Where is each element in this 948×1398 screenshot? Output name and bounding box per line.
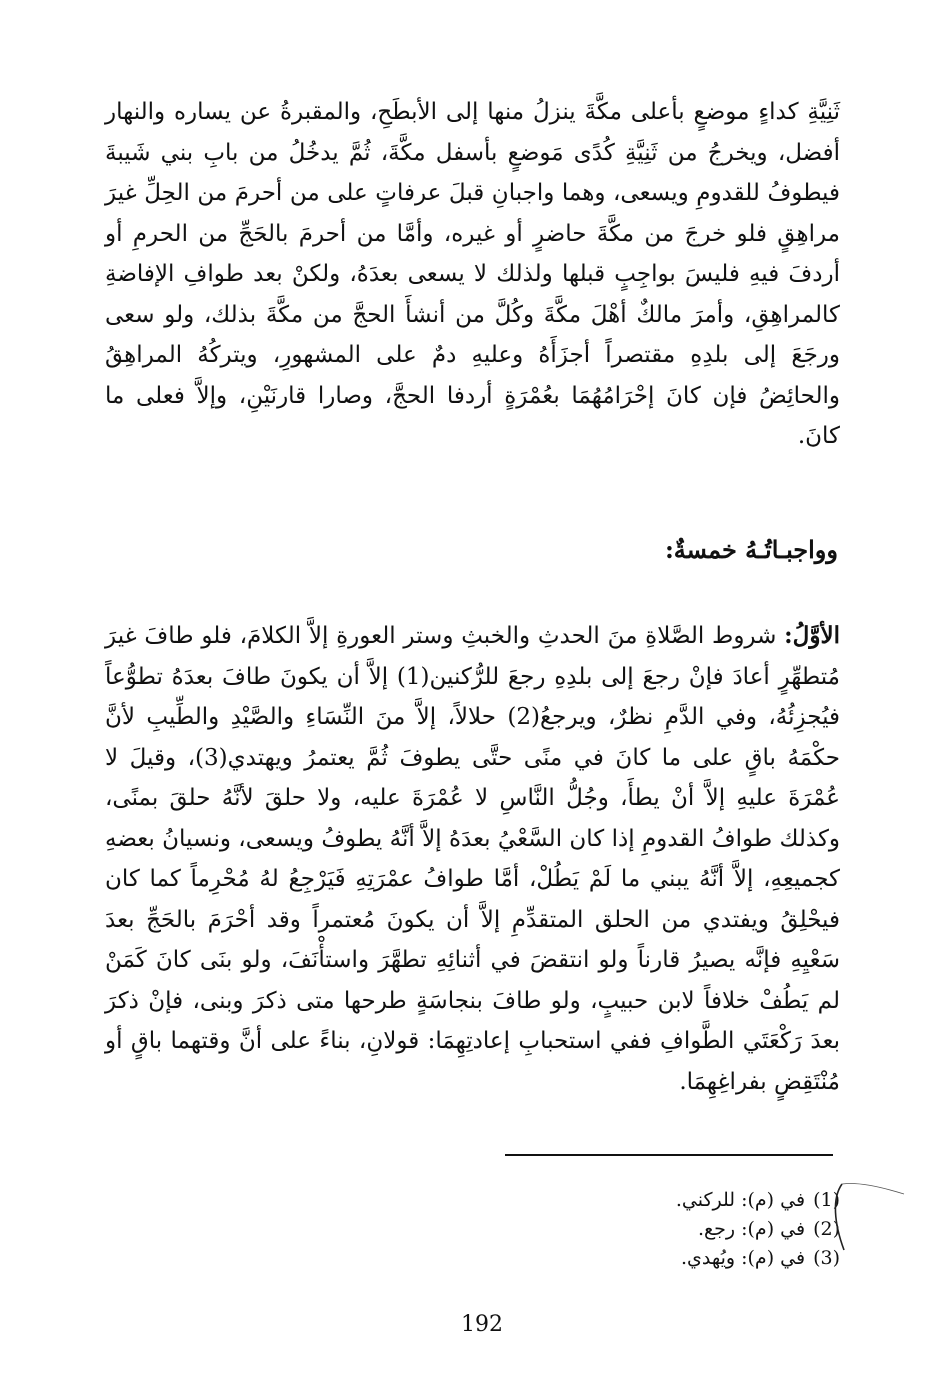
paragraph-body: شروط الصَّلاةِ منَ الحدثِ والخبثِ وستر العورةِ إلاَّ الكلامَ، فلو طافَ غيرَ مُتطهِّرٍ أعادَ فإنْ رجعَ إلى بلدِهِ رجعَ للرُّكنين(1) إلاَّ أن يكونَ طافَ بعدَهُ تطوُّعاً فيُجزِئُهُ، وفي الدَّمِ نظرٌ، ويرجعُ(2) حلالاً، إلاَّ منَ النِّسَاءِ والصَّيْدِ والطِّيبِ لأنَّ حكْمَهُ باقٍ على ما كانَ في منًى حتَّى يطوفَ ثُمَّ يعتمرُ ويهتدي(3)، وقيلَ لا عُمْرَةَ عليهِ إلاَّ أنْ يطأَ، وجُلُّ النَّاسِ لا عُمْرَةَ عليه، ولا حلقَ لأنَّهُ حلقَ بمنًى، وكذلك طوافُ القدومِ إذا كان السَّعْيُ بعدَهُ إلاَّ أنَّهُ يطوفُ ويسعى، ونسيانُ بعضهِ كجميعِهِ، إلاَّ أنَّهُ يبني ما لَمْ يَطُلْ، أمَّا طوافُ عمْرَتِهِ فَيَرْجِعُ لهُ مُحْرِماً كما كان فيحْلِقُ ويفتدي من الحلق المتقدِّمِ إلاَّ أن يكونَ مُعتمراً وقد أحْرَمَ بالحَجِّ بعدَ سَعْيِهِ فإنَّه يصيرُ قارناً ولو انتقضَ في أثنائِهِ تطهَّرَ واستأْنَفَ، ولو بنَى كانَ كَمَنْ لم يَطُفْ خلافاً لابن حبيبٍ، ولو طافَ بنجاسَةٍ طرحها متى ذكرَ وبنى، فإنْ ذكرَ بعدَ رَكْعَتَي الطَّوافِ ففي استحبابِ إعادتِهِمَا: قولانِ، بناءً على أنَّ وقتهما باقٍ أو مُنْتَقِضٍ بفراغِهِمَا.: [105, 623, 841, 1095]
footnote-3: [460, 1244, 840, 1273]
footnote-number: (2): [813, 1218, 840, 1240]
footnote-1: [460, 1186, 840, 1215]
footnote-number: (3): [813, 1247, 840, 1269]
page-number: 192: [461, 1312, 503, 1337]
body-paragraph-2: [105, 616, 840, 1102]
body-paragraph-1: ثَنِيَّةِ كداءٍ موضعٍ بأعلى مكَّةَ ينزلُ منها إلى الأبطَحِ، والمقبرةُ عن يساره والنهار أفضل، ويخرجُ من ثَنِيَّةِ كُدًى مَوضعٍ بأسفل مكَّةَ، ثُمَّ يدخُلُ من بابِ بني شَيبةَ فيطوفُ للقدومِ ويسعى، وهما واجبانِ قبلَ عرفاتٍ على من أحرمَ من الحِلِّ غيرَ مراهِقٍ فلو خرجَ من مكَّةَ حاضرٍ أو غيره، وأمَّا من أحرمَ بالحَجِّ من الحرمِ أو أردفَ فيهِ فليسَ بواجِبٍ قبلها ولذلك لا يسعى بعدَهُ، ولكنْ بعد طوافِ الإفاضةِ كالمراهِقِ، وأمرَ مالكٌ أهْلَ مكَّةَ وكُلَّ من أنشأَ الحجَّ من مكَّةَ بذلك، ولو سعى ورجَعَ إلى بلدِهِ مقتصراً أجزَأَهُ وعليهِ دمٌ على المشهورِ، ويتركُهُ المراهِقُ والحائِضُ فإن كانَ إحْرَامُهُمَا بعُمْرَةٍ أردفا الحجَّ، وصارا قارنَيْنِ، وإلاَّ فعلى ما كانَ.: [105, 99, 840, 449]
footnote-number: (1): [813, 1189, 840, 1211]
footnote-2: [460, 1215, 840, 1244]
footnote-text: في (م): رجع.: [698, 1218, 806, 1240]
footnote-separator: [505, 1154, 833, 1156]
section-heading: وواجبـاتُـهُ خمسةٌ:: [664, 535, 838, 564]
footnotes: [460, 1186, 840, 1273]
footnote-text: في (م): للركني.: [675, 1189, 806, 1211]
footnote-text: في (م): ويُهدي.: [680, 1247, 806, 1269]
paragraph-lead: الأوَّلُ:: [784, 622, 840, 649]
handwritten-bracket-mark: [828, 1178, 908, 1258]
